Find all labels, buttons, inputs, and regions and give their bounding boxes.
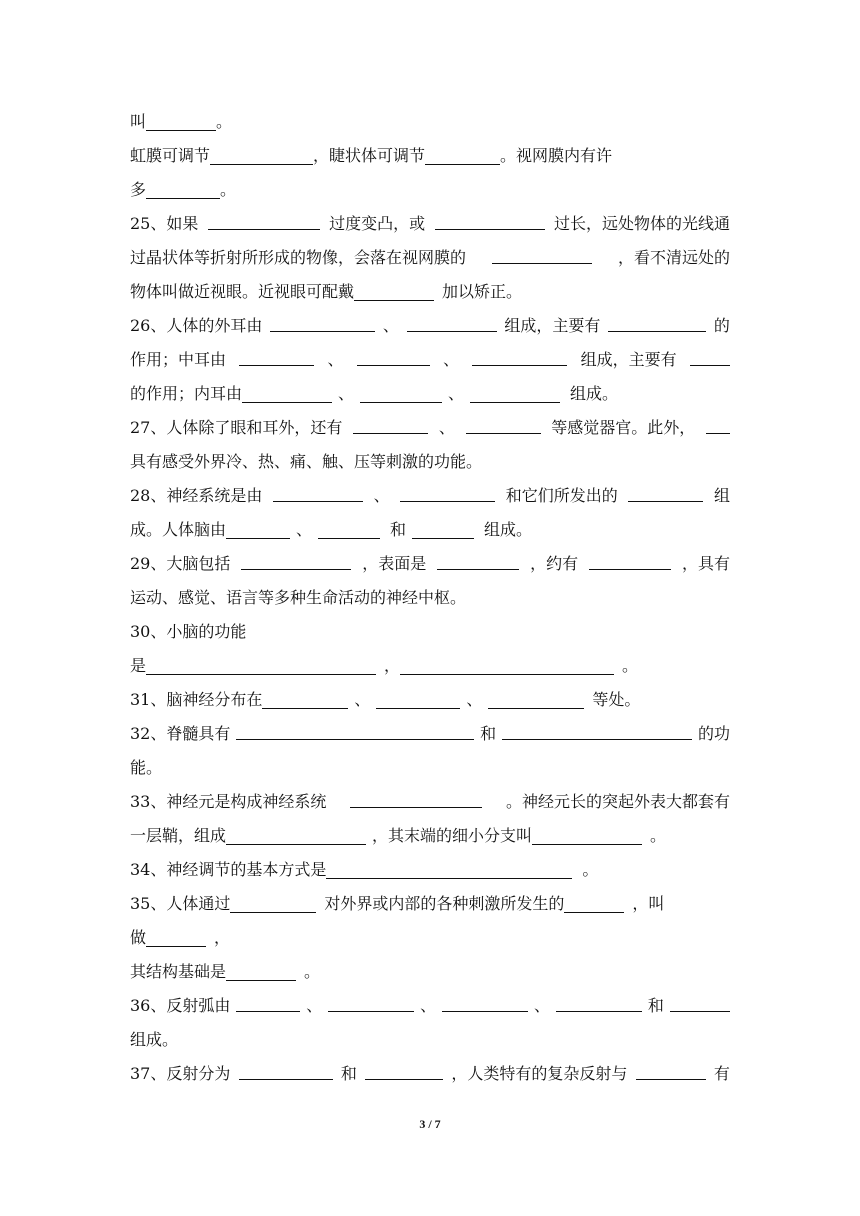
text-segment: 26、人体的外耳由 — [130, 316, 263, 335]
answer-blank[interactable] — [226, 958, 296, 981]
answer-blank[interactable] — [326, 856, 572, 879]
text-segment: 。 — [220, 180, 237, 199]
answer-blank[interactable] — [241, 547, 351, 570]
text-segment: 。 — [582, 860, 599, 879]
answer-blank[interactable] — [328, 989, 414, 1012]
answer-blank[interactable] — [146, 924, 206, 947]
text-segment: 35、人体通过 — [130, 894, 231, 913]
text-line — [130, 921, 730, 955]
text-segment: 、 — [443, 350, 460, 369]
text-segment: 29、大脑包括 — [130, 554, 231, 573]
text-line — [130, 343, 730, 377]
text-segment: ，约有 — [530, 554, 579, 573]
text-segment: 等感觉器官。此外， — [551, 418, 696, 437]
page-number: 3 / 7 — [419, 1117, 441, 1131]
text-segment: 28、神经系统是由 — [130, 486, 263, 505]
text-segment: 、 — [306, 996, 323, 1015]
text-line — [130, 1023, 730, 1057]
text-segment: 和 — [340, 1064, 357, 1083]
answer-blank[interactable] — [466, 411, 541, 434]
answer-blank[interactable] — [230, 890, 316, 913]
text-segment: 过长，远处物体的光线通 — [553, 214, 730, 233]
text-line — [130, 275, 730, 309]
answer-blank[interactable] — [318, 516, 380, 539]
answer-blank[interactable] — [208, 207, 320, 230]
answer-blank[interactable] — [354, 278, 434, 301]
text-segment: 其结构基础是 — [130, 962, 227, 981]
answer-blank[interactable] — [400, 479, 495, 502]
question-27-line — [130, 411, 730, 445]
text-line — [130, 581, 730, 615]
answer-blank[interactable] — [442, 989, 528, 1012]
text-segment: 33、神经元是构成神经系统 — [130, 792, 327, 811]
text-segment: ，其末端的细小分支叫 — [372, 826, 533, 845]
text-segment: 成。人体脑由 — [130, 520, 227, 539]
text-line — [130, 173, 730, 207]
question-26-line — [130, 309, 730, 343]
answer-blank[interactable] — [532, 822, 642, 845]
text-line — [130, 819, 730, 853]
text-segment: 。视网膜内有许 — [500, 146, 613, 165]
text-segment: 的功 — [697, 724, 730, 743]
text-segment: ，人类特有的复杂反射与 — [451, 1064, 628, 1083]
text-segment: 是 — [130, 656, 147, 675]
answer-blank[interactable] — [357, 343, 430, 366]
text-segment: 、 — [448, 384, 465, 403]
text-segment: 和 — [480, 724, 497, 743]
text-segment: 和 — [390, 520, 407, 539]
text-segment: 做 — [130, 928, 147, 947]
text-line — [130, 513, 730, 547]
text-segment: 多 — [130, 180, 147, 199]
answer-blank[interactable] — [376, 686, 460, 709]
answer-blank[interactable] — [273, 479, 363, 502]
text-segment: 作用；中耳由 — [130, 350, 227, 369]
answer-blank[interactable] — [706, 411, 730, 434]
answer-blank[interactable] — [470, 380, 560, 403]
text-segment: 运动、感觉、语言等多种生命活动的神经中枢。 — [130, 588, 467, 607]
answer-blank[interactable] — [242, 380, 332, 403]
answer-blank[interactable] — [608, 309, 706, 332]
question-28-line — [130, 479, 730, 513]
text-segment: ，睫状体可调节 — [313, 146, 426, 165]
text-line — [130, 751, 730, 785]
answer-blank[interactable] — [492, 241, 592, 264]
text-line — [130, 649, 730, 683]
text-segment: 叫 — [130, 112, 147, 131]
text-segment: 组成。 — [130, 1030, 179, 1049]
text-segment: 一层鞘，组成 — [130, 826, 227, 845]
text-line — [130, 139, 730, 173]
answer-blank[interactable] — [425, 142, 500, 165]
text-segment: 组成。 — [484, 520, 533, 539]
text-line — [130, 955, 730, 989]
answer-blank[interactable] — [412, 516, 474, 539]
text-segment: ，看不清远处的 — [617, 248, 730, 267]
text-segment: 组成。 — [570, 384, 619, 403]
text-segment: 、 — [438, 418, 455, 437]
question-32-line — [130, 717, 730, 751]
text-segment: 加以矫正。 — [442, 282, 523, 301]
text-segment: 虹膜可调节 — [130, 146, 211, 165]
text-segment: 、 — [373, 486, 390, 505]
answer-blank[interactable] — [472, 343, 567, 366]
text-segment: ，具有 — [681, 554, 730, 573]
text-segment: 物体叫做近视眼。近视眼可配戴 — [130, 282, 355, 301]
answer-blank[interactable] — [488, 686, 584, 709]
answer-blank[interactable] — [502, 717, 692, 740]
text-segment: 、 — [338, 384, 355, 403]
text-segment: 对外界或内部的各种刺激所发生的 — [324, 894, 565, 913]
answer-blank[interactable] — [210, 142, 313, 165]
text-segment: 、 — [466, 690, 483, 709]
text-segment: 。神经元长的突起外表大都套有 — [505, 792, 730, 811]
text-segment: 37、反射分为 — [130, 1064, 231, 1083]
answer-blank[interactable] — [400, 652, 614, 675]
question-30-line — [130, 615, 730, 649]
answer-blank[interactable] — [226, 822, 366, 845]
text-segment: ，表面是 — [362, 554, 427, 573]
answer-blank[interactable] — [226, 516, 290, 539]
text-segment: 。 — [650, 826, 667, 845]
text-segment: 过晶状体等折射所形成的物像，会落在视网膜的 — [130, 248, 467, 267]
answer-blank[interactable] — [407, 309, 497, 332]
answer-blank[interactable] — [437, 547, 519, 570]
text-segment: 能。 — [130, 758, 163, 777]
answer-blank[interactable] — [636, 1057, 706, 1080]
question-36-line — [130, 989, 730, 1023]
answer-blank[interactable] — [360, 380, 442, 403]
text-line — [130, 105, 730, 139]
text-segment: 34、神经调节的基本方式是 — [130, 860, 327, 879]
answer-blank[interactable] — [239, 343, 314, 366]
text-segment: 过度变凸，或 — [329, 214, 426, 233]
text-segment: 32、脊髓具有 — [130, 724, 231, 743]
answer-blank[interactable] — [239, 1057, 333, 1080]
answer-blank[interactable] — [564, 890, 624, 913]
text-segment: 的作用；内耳由 — [130, 384, 243, 403]
question-34-line — [130, 853, 730, 887]
answer-blank[interactable] — [690, 343, 730, 366]
answer-blank[interactable] — [365, 1057, 443, 1080]
text-segment: 具有感受外界冷、热、痛、触、压等刺激的功能。 — [130, 452, 483, 471]
answer-blank[interactable] — [146, 108, 216, 131]
text-segment: 组成，主要有 — [580, 350, 677, 369]
answer-blank[interactable] — [556, 989, 642, 1012]
answer-blank[interactable] — [146, 176, 220, 199]
text-line — [130, 445, 730, 479]
text-segment: 。 — [216, 112, 233, 131]
text-segment: ， — [384, 656, 401, 675]
text-line — [130, 241, 730, 275]
text-segment: 、 — [354, 690, 371, 709]
text-segment: 和它们所发出的 — [505, 486, 618, 505]
answer-blank[interactable] — [236, 717, 474, 740]
text-segment: 、 — [534, 996, 551, 1015]
question-25-line — [130, 207, 730, 241]
answer-blank[interactable] — [670, 989, 730, 1012]
answer-blank[interactable] — [589, 547, 671, 570]
text-segment: 。 — [304, 962, 321, 981]
answer-blank[interactable] — [350, 785, 482, 808]
text-segment: 31、脑神经分布在 — [130, 690, 263, 709]
text-line — [130, 377, 730, 411]
answer-blank[interactable] — [236, 989, 300, 1012]
text-segment: 的 — [713, 316, 730, 335]
text-segment: 等处。 — [592, 690, 641, 709]
answer-blank[interactable] — [628, 479, 703, 502]
text-segment: 、 — [327, 350, 344, 369]
text-segment: 。 — [622, 656, 639, 675]
text-segment: 组成，主要有 — [504, 316, 601, 335]
question-35-line — [130, 887, 730, 921]
text-segment: 、 — [420, 996, 437, 1015]
answer-blank[interactable] — [270, 309, 375, 332]
answer-blank[interactable] — [146, 652, 376, 675]
answer-blank[interactable] — [353, 411, 428, 434]
text-segment: 27、人体除了眼和耳外，还有 — [130, 418, 343, 437]
text-segment: 有 — [713, 1064, 730, 1083]
text-segment: 和 — [647, 996, 664, 1015]
text-segment: 25、如果 — [130, 214, 199, 233]
text-segment: 36、反射弧由 — [130, 996, 231, 1015]
text-segment: ， — [214, 928, 231, 947]
text-segment: 、 — [296, 520, 313, 539]
answer-blank[interactable] — [435, 207, 545, 230]
text-segment: ，叫 — [632, 894, 665, 913]
answer-blank[interactable] — [262, 686, 348, 709]
text-segment: 组 — [713, 486, 730, 505]
question-29-line — [130, 547, 730, 581]
question-31-line — [130, 683, 730, 717]
text-segment: 、 — [382, 316, 399, 335]
text-segment: 30、小脑的功能 — [130, 622, 247, 641]
question-37-line — [130, 1057, 730, 1091]
question-33-line — [130, 785, 730, 819]
